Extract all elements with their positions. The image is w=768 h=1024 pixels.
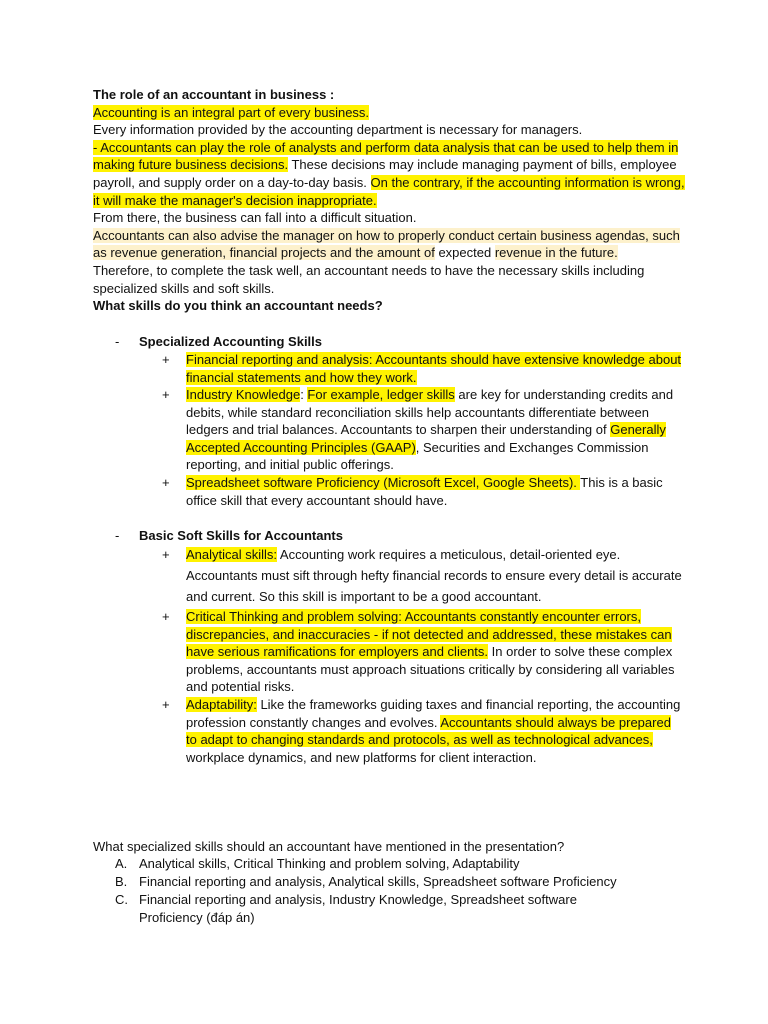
intro-paragraph-therefore: Therefore, to complete the task well, an accountant needs to have the necessary skills including specialized skills and soft skills. <box>93 262 645 296</box>
text-frameworks: Like the frameworks guiding taxes and financial reporting, the accounting profession constantly changes and evolves. <box>186 697 681 730</box>
highlight-gaap: Generally Accepted Accounting Principles (GAAP) <box>186 422 666 455</box>
plus-marker: + <box>162 697 170 712</box>
specialized-item-financial-reporting <box>162 351 682 386</box>
highlight-industry-knowledge: Industry Knowledge <box>186 387 301 402</box>
bullet-dash: - <box>115 334 120 349</box>
highlight-advise: Accountants can also advise the manager on how to properly conduct certain business agendas, such as revenue generation, financial projects and the amount of <box>93 227 680 261</box>
text-workplace-dynamics: workplace dynamics, and new platforms for client interaction. <box>186 749 537 765</box>
plus-marker: + <box>162 609 170 624</box>
soft-item-analytical <box>162 544 682 607</box>
specialized-item-industry-knowledge <box>162 386 682 474</box>
intro-paragraph-advise <box>93 227 693 262</box>
soft-item-critical-thinking <box>162 608 682 696</box>
option-letter: B. <box>115 874 128 889</box>
skills-question: What skills do you think an accountant needs? <box>93 298 383 314</box>
specialized-skills-title: Specialized Accounting Skills <box>139 334 323 349</box>
text-complex-problems: In order to solve these complex problems, accountants must approach situations critically by considering all variables and potential risks. <box>186 644 675 695</box>
text-expected: expected <box>434 245 495 261</box>
quiz-option-c <box>115 891 695 926</box>
highlight-revenue: revenue in the future. <box>494 245 618 261</box>
highlight-contrary: On the contrary, if the accounting information is wrong, it will make the manager's decision inappropriate. <box>93 174 685 208</box>
highlight-financial-reporting: Financial reporting and analysis: Accountants should have extensive knowledge about financial statements and how they work. <box>186 352 682 385</box>
text-analytical-detail: Accounting work requires a meticulous, detail-oriented eye. Accountants must sift through hefty financial records to ensure every detail is accurate and current. So this skill is important to be a good accountant. <box>186 547 682 604</box>
intro-heading: The role of an accountant in business : <box>93 87 335 102</box>
highlight-critical-thinking: Critical Thinking and problem solving: Accountants constantly encounter errors, discrepancies, and inaccuracies - if not detected and addressed, these mistakes can have serious ramifications for employers and clients. <box>186 609 672 660</box>
highlight-spreadsheet: Spreadsheet software Proficiency (Microsoft Excel, Google Sheets). <box>186 475 581 490</box>
text-colon: : <box>300 387 308 402</box>
option-text: Financial reporting and analysis, Analytical skills, Spreadsheet software Proficiency <box>139 874 617 889</box>
soft-item-adaptability <box>162 696 682 766</box>
option-text: Financial reporting and analysis, Industry Knowledge, Spreadsheet software Proficiency (đáp án) <box>139 892 577 925</box>
highlight-adaptability: Adaptability: <box>186 697 257 712</box>
intro-line-2: Every information provided by the accounting department is necessary for managers. <box>93 122 583 138</box>
intro-line-difficult: From there, the business can fall into a difficult situation. <box>93 210 417 226</box>
specialized-item-spreadsheet <box>162 474 682 509</box>
intro-section <box>93 86 693 315</box>
highlight-analysts: - Accountants can play the role of analysts and perform data analysis that can be used to help them in making future business decisions. <box>93 139 679 173</box>
soft-skills-title: Basic Soft Skills for Accountants <box>139 528 343 543</box>
quiz-option-b <box>115 873 695 891</box>
quiz-option-a <box>115 855 695 873</box>
highlight-adapt-standards: Accountants should always be prepared to adapt to changing standards and protocols, as well as technological advances, <box>186 714 671 748</box>
plus-marker: + <box>162 547 170 562</box>
intro-line-1: Accounting is an integral part of every business. <box>93 104 370 120</box>
option-text: Analytical skills, Critical Thinking and problem solving, Adaptability <box>139 856 520 871</box>
option-letter: C. <box>115 892 128 907</box>
highlight-analytical-skills: Analytical skills: <box>186 547 278 562</box>
text-decisions: These decisions may include managing payment of bills, employee payroll, and supply order on a day-to-day basis. <box>93 157 677 190</box>
option-letter: A. <box>115 856 128 871</box>
quiz-question: What specialized skills should an accountant have mentioned in the presentation? <box>93 839 565 854</box>
bullet-dash: - <box>115 528 120 543</box>
text-securities: , Securities and Exchanges Commission reporting, and initial public offerings. <box>186 439 649 473</box>
text-credits-debits: are key for understanding credits and debits, while standard reconciliation skills help accountants differentiate between ledgers and trial balances. Accountants to sharpen their understanding of <box>186 387 674 438</box>
plus-marker: + <box>162 352 170 367</box>
highlight-ledger-skills: For example, ledger skills <box>307 387 455 402</box>
intro-paragraph-analysts <box>93 139 693 209</box>
text-basic-office-skill: This is a basic office skill that every accountant should have. <box>186 475 663 508</box>
plus-marker: + <box>162 475 170 490</box>
plus-marker: + <box>162 387 170 402</box>
